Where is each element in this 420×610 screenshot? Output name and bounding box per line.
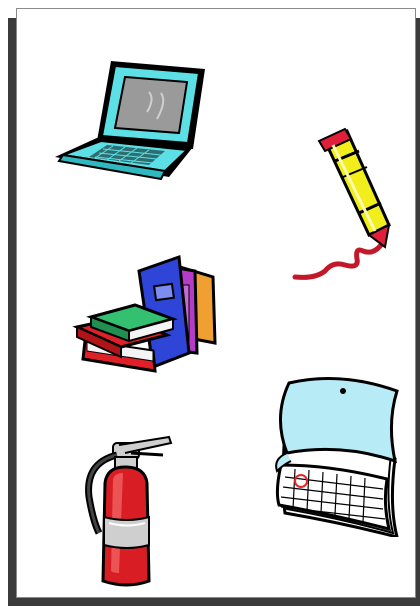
fire-extinguisher-icon xyxy=(79,433,179,591)
laptop-icon xyxy=(53,57,208,185)
clipart-card xyxy=(16,8,416,598)
crayon-icon xyxy=(285,127,403,287)
books-icon xyxy=(63,249,229,377)
calendar-icon xyxy=(271,373,413,537)
